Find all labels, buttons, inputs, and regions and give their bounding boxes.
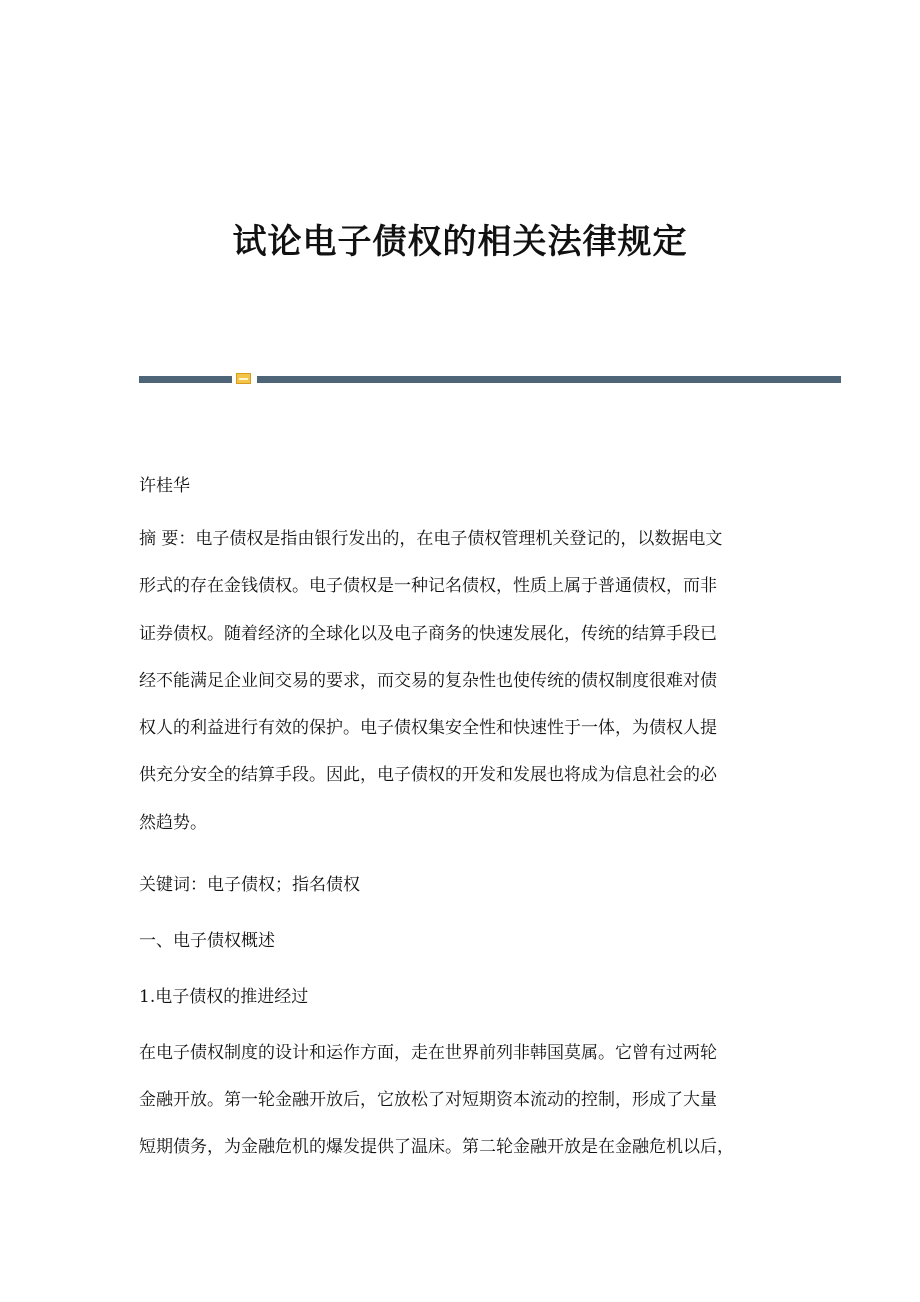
abstract-line: 证券债权。随着经济的全球化以及电子商务的快速发展化，传统的结算手段已 [139,623,717,644]
paragraph-line: 短期债务，为金融危机的爆发提供了温床。第二轮金融开放是在金融危机以后， [139,1137,734,1157]
divider-bar-right [257,376,841,383]
paragraph-line: 金融开放。第一轮金融开放后，它放松了对短期资本流动的控制，形成了大量 [139,1090,717,1110]
abstract-line: 然趋势。 [139,812,207,833]
keywords: 关键词：电子债权；指名债权 [139,875,360,895]
divider-ornament-icon [236,373,251,384]
abstract [139,523,789,854]
section-heading: 一、电子债权概述 [139,931,275,951]
abstract-line: 供充分安全的结算手段。因此，电子债权的开发和发展也将成为信息社会的必 [139,765,717,786]
document-title: 试论电子债权的相关法律规定 [232,222,688,262]
title-divider [139,373,841,385]
abstract-line: 权人的利益进行有效的保护。电子债权集安全性和快速性于一体，为债权人提 [139,718,717,739]
abstract-line: 摘 要：电子债权是指由银行发出的，在电子债权管理机关登记的，以数据电文 [139,529,723,549]
body-paragraph [139,1037,789,1178]
paragraph-line: 在电子债权制度的设计和运作方面，走在世界前列非韩国莫属。它曾有过两轮 [139,1043,717,1063]
author-name: 许桂华 [139,476,190,496]
abstract-line: 经不能满足企业间交易的要求，而交易的复杂性也使传统的债权制度很难对债 [139,670,717,691]
divider-bar-left [139,376,232,383]
abstract-line: 形式的存在金钱债权。电子债权是一种记名债权，性质上属于普通债权，而非 [139,576,717,597]
subsection-heading: 1.电子债权的推进经过 [139,987,309,1007]
